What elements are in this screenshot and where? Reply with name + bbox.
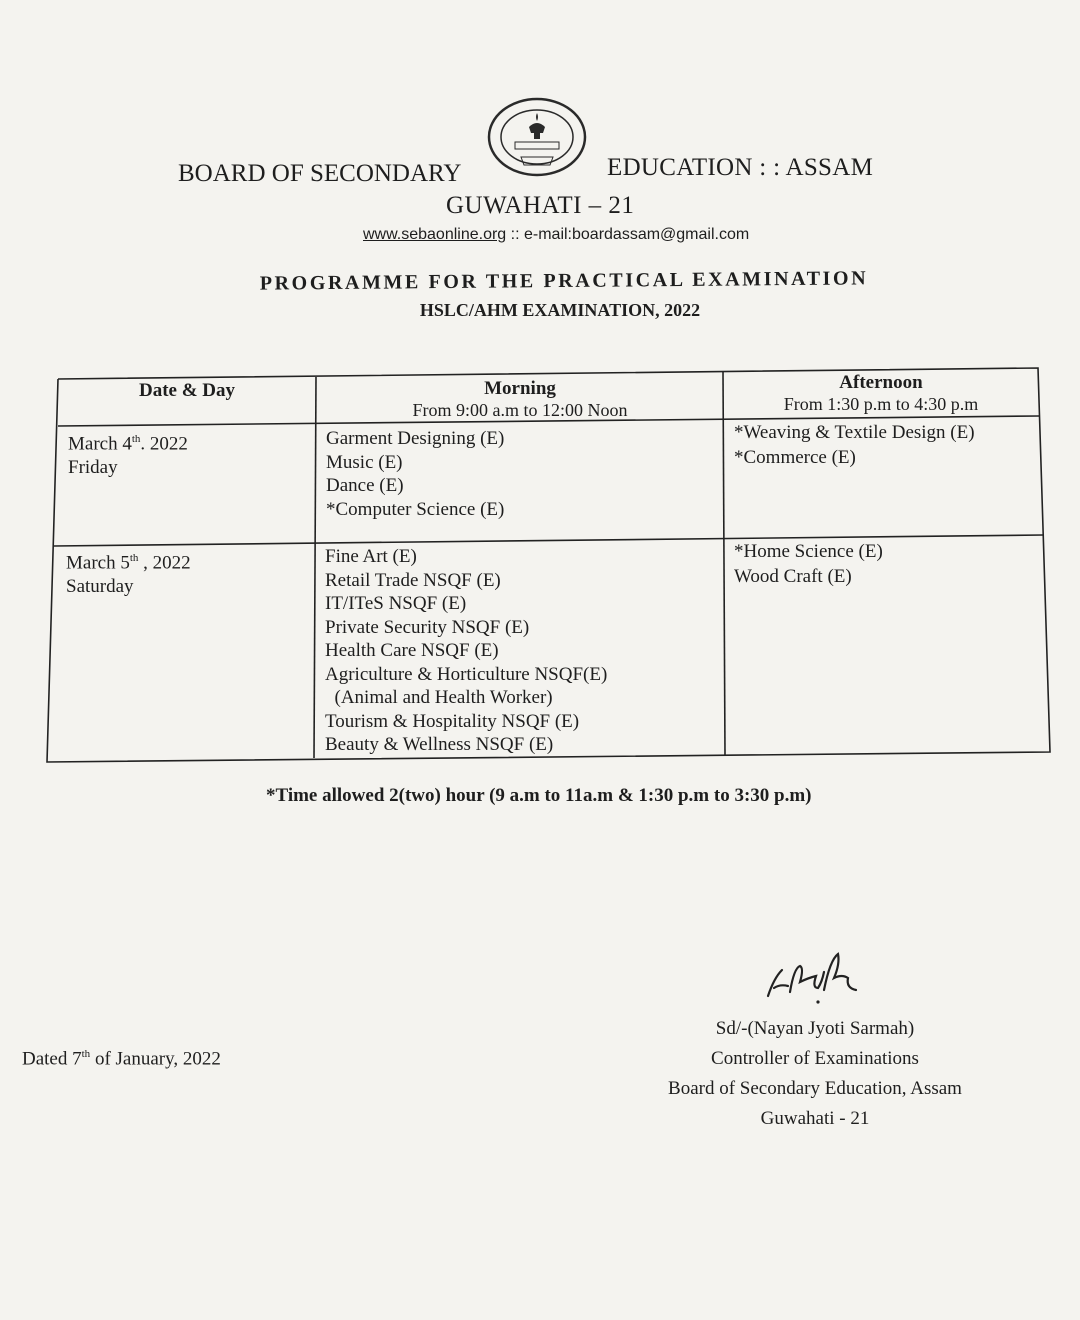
list-item: Wood Craft (E) xyxy=(734,566,852,587)
list-item: Tourism & Hospitality NSQF (E) xyxy=(325,710,580,732)
email-text: e-mail:boardassam@gmail.com xyxy=(523,226,750,243)
list-item: Health Care NSQF (E) xyxy=(325,640,499,661)
header-right: EDUCATION : : ASSAM xyxy=(607,154,874,181)
header-city: GUWAHATI – 21 xyxy=(446,192,635,219)
row1-morning-cell xyxy=(326,427,504,521)
signatory-city: Guwahati - 21 xyxy=(760,1108,870,1129)
signatory-name: Sd/-(Nayan Jyoti Sarmah) xyxy=(715,1018,915,1039)
list-item: *Computer Science (E) xyxy=(326,498,505,520)
afternoon-time: From 1:30 p.m to 4:30 p.m xyxy=(783,394,979,414)
list-item: Dance (E) xyxy=(326,475,404,496)
row2-morning-cell xyxy=(325,545,607,757)
list-item: Agriculture & Horticulture NSQF(E) xyxy=(325,663,608,685)
programme-subtitle: HSLC/AHM EXAMINATION, 2022 xyxy=(419,300,701,320)
afternoon-label: Afternoon xyxy=(839,372,923,393)
row2-afternoon-cell xyxy=(734,539,883,589)
header-left: BOARD OF SECONDARY xyxy=(178,160,462,187)
signatory-organisation: Board of Secondary Education, Assam xyxy=(668,1078,962,1099)
row1-date-cell: March 4th. 2022 Friday xyxy=(68,433,188,478)
list-item: *Home Science (E) xyxy=(734,541,883,562)
list-item: Fine Art (E) xyxy=(325,546,417,567)
morning-time: From 9:00 a.m to 12:00 Noon xyxy=(412,400,628,420)
time-allowed-note: *Time allowed 2(two) hour (9 a.m to 11a.m & 1:30 p.m to 3:30 p.m) xyxy=(266,785,812,806)
list-item: Private Security NSQF (E) xyxy=(325,616,530,638)
list-item: IT/ITeS NSQF (E) xyxy=(325,593,467,614)
header-afternoon xyxy=(726,372,1036,415)
list-item: (Animal and Health Worker) xyxy=(325,687,553,708)
list-item: *Commerce (E) xyxy=(734,447,856,468)
dated-line: Dated 7th of January, 2022 xyxy=(22,1048,221,1070)
row1-day: Friday xyxy=(68,456,118,478)
signatory-designation: Controller of Examinations xyxy=(711,1048,919,1069)
list-item: Beauty & Wellness NSQF (E) xyxy=(325,734,554,755)
header-date-day: Date & Day xyxy=(138,380,236,401)
signatory-block xyxy=(640,1014,990,1134)
row2-date-cell: March 5th , 2022 Saturday xyxy=(66,552,191,597)
website-link[interactable]: www.sebaonline.org xyxy=(363,226,507,243)
list-item: Garment Designing (E) xyxy=(326,428,505,449)
row1-afternoon-cell xyxy=(734,420,975,470)
list-item: *Weaving & Textile Design (E) xyxy=(734,422,975,443)
morning-label: Morning xyxy=(484,378,556,399)
header-morning xyxy=(320,378,720,421)
handwritten-signature xyxy=(760,948,870,1008)
contact-separator: :: xyxy=(506,226,524,243)
list-item: Retail Trade NSQF (E) xyxy=(325,569,501,591)
list-item: Music (E) xyxy=(326,451,403,473)
row2-day: Saturday xyxy=(66,575,134,597)
programme-title: PROGRAMME FOR THE PRACTICAL EXAMINATION xyxy=(259,267,869,295)
